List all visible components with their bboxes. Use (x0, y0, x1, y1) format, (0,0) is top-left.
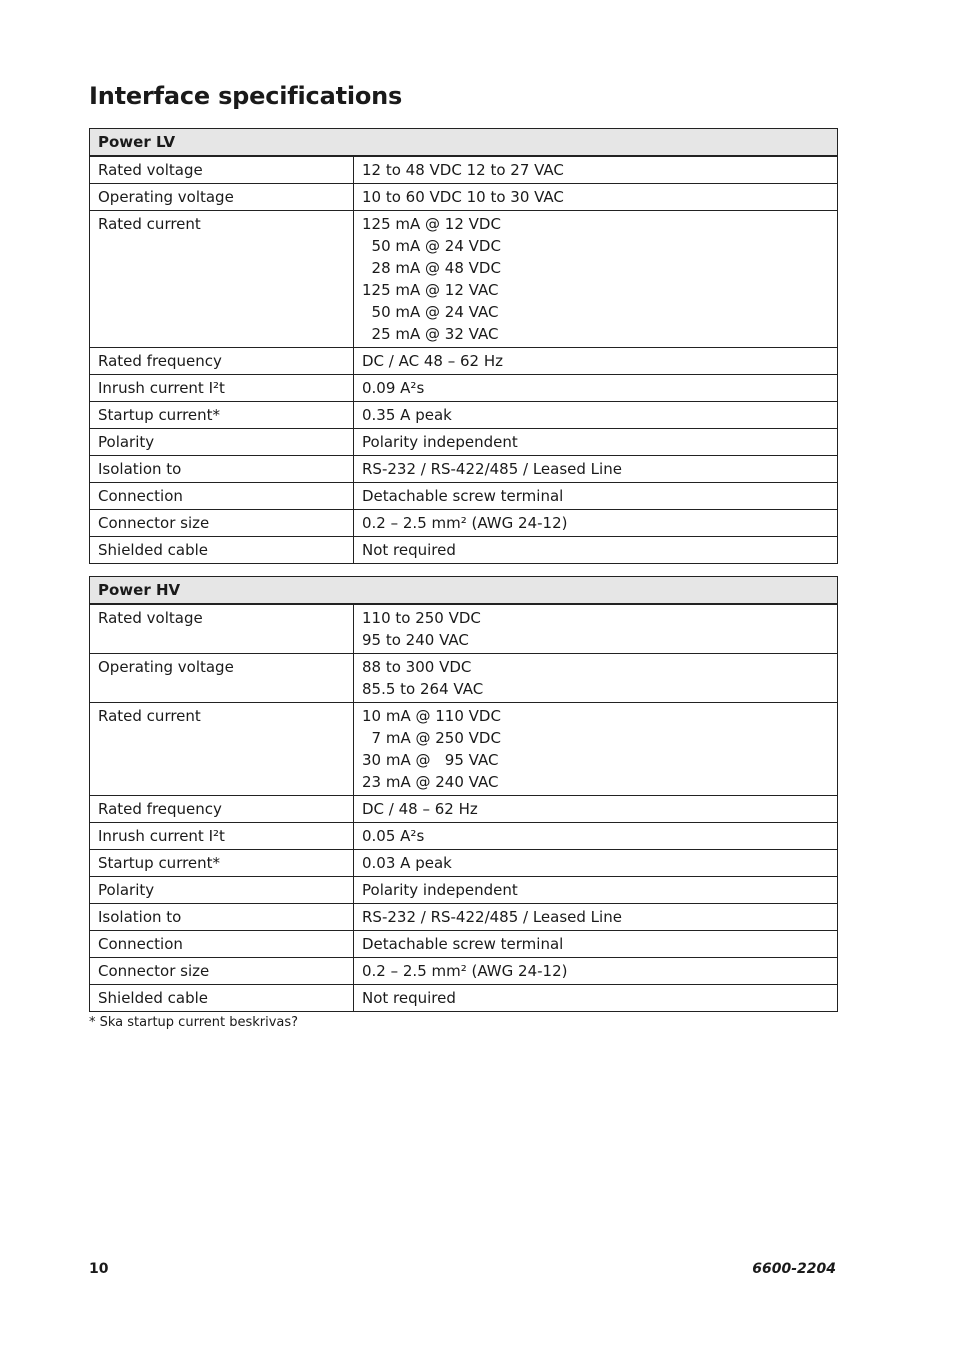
spec-label: Isolation to (90, 456, 354, 483)
spec-value: 0.2 – 2.5 mm² (AWG 24-12) (354, 958, 838, 985)
table-row (90, 823, 838, 850)
spec-value: 0.05 A²s (354, 823, 838, 850)
spec-value: 0.03 A peak (354, 850, 838, 877)
table-row (90, 156, 838, 184)
spec-value: Not required (354, 537, 838, 564)
spec-value: 0.35 A peak (354, 402, 838, 429)
table-row (90, 537, 838, 564)
spec-label: Rated current (90, 703, 354, 796)
spec-label: Isolation to (90, 904, 354, 931)
spec-value: 88 to 300 VDC 85.5 to 264 VAC (354, 654, 838, 703)
spec-label: Startup current* (90, 402, 354, 429)
table-row (90, 184, 838, 211)
spec-label: Connection (90, 483, 354, 510)
spec-value: 0.2 – 2.5 mm² (AWG 24-12) (354, 510, 838, 537)
spec-value: 12 to 48 VDC 12 to 27 VAC (354, 156, 838, 184)
table-header-row (90, 129, 838, 157)
spec-value: 10 to 60 VDC 10 to 30 VAC (354, 184, 838, 211)
spec-label: Inrush current I²t (90, 823, 354, 850)
table-row (90, 402, 838, 429)
spec-value: Detachable screw terminal (354, 483, 838, 510)
footnote: * Ska startup current beskrivas? (89, 1015, 299, 1030)
table-row (90, 850, 838, 877)
section-heading: Power HV (90, 577, 838, 605)
spec-value: Not required (354, 985, 838, 1012)
table-row (90, 510, 838, 537)
section-heading: Power LV (90, 129, 838, 157)
table-row (90, 958, 838, 985)
spec-value: DC / AC 48 – 62 Hz (354, 348, 838, 375)
spec-label: Startup current* (90, 850, 354, 877)
table-row (90, 348, 838, 375)
table-row (90, 604, 838, 654)
spec-label: Operating voltage (90, 184, 354, 211)
page-number: 10 (89, 1261, 109, 1277)
document-id: 6600-2204 (752, 1261, 836, 1277)
table-row (90, 429, 838, 456)
spec-label: Polarity (90, 877, 354, 904)
table-row (90, 375, 838, 402)
spec-value: 125 mA @ 12 VDC 50 mA @ 24 VDC 28 mA @ 48 VDC 125 mA @ 12 VAC 50 mA @ 24 VAC 25 mA @ 32 VAC (354, 211, 838, 348)
spec-label: Inrush current I²t (90, 375, 354, 402)
power-hv-table (89, 576, 838, 1012)
spec-label: Shielded cable (90, 985, 354, 1012)
spec-value: Polarity independent (354, 877, 838, 904)
table-row (90, 985, 838, 1012)
table-row (90, 877, 838, 904)
spec-value: Polarity independent (354, 429, 838, 456)
spec-label: Operating voltage (90, 654, 354, 703)
table-header-row (90, 577, 838, 605)
spec-label: Rated voltage (90, 156, 354, 184)
spec-value: DC / 48 – 62 Hz (354, 796, 838, 823)
spec-value: 10 mA @ 110 VDC 7 mA @ 250 VDC 30 mA @ 95 VAC 23 mA @ 240 VAC (354, 703, 838, 796)
table-row (90, 456, 838, 483)
spec-value: 110 to 250 VDC 95 to 240 VAC (354, 604, 838, 654)
table-row (90, 211, 838, 348)
spec-value: RS-232 / RS-422/485 / Leased Line (354, 904, 838, 931)
spec-value: RS-232 / RS-422/485 / Leased Line (354, 456, 838, 483)
table-row (90, 703, 838, 796)
table-row (90, 796, 838, 823)
spec-label: Polarity (90, 429, 354, 456)
spec-label: Rated voltage (90, 604, 354, 654)
spec-label: Shielded cable (90, 537, 354, 564)
spec-label: Rated frequency (90, 348, 354, 375)
spec-value: 0.09 A²s (354, 375, 838, 402)
spec-label: Rated frequency (90, 796, 354, 823)
spec-label: Connector size (90, 958, 354, 985)
spec-label: Rated current (90, 211, 354, 348)
spec-label: Connection (90, 931, 354, 958)
table-row (90, 483, 838, 510)
spec-label: Connector size (90, 510, 354, 537)
page-title: Interface specifications (89, 82, 403, 110)
table-row (90, 654, 838, 703)
power-lv-table (89, 128, 838, 564)
table-row (90, 904, 838, 931)
table-row (90, 931, 838, 958)
spec-value: Detachable screw terminal (354, 931, 838, 958)
